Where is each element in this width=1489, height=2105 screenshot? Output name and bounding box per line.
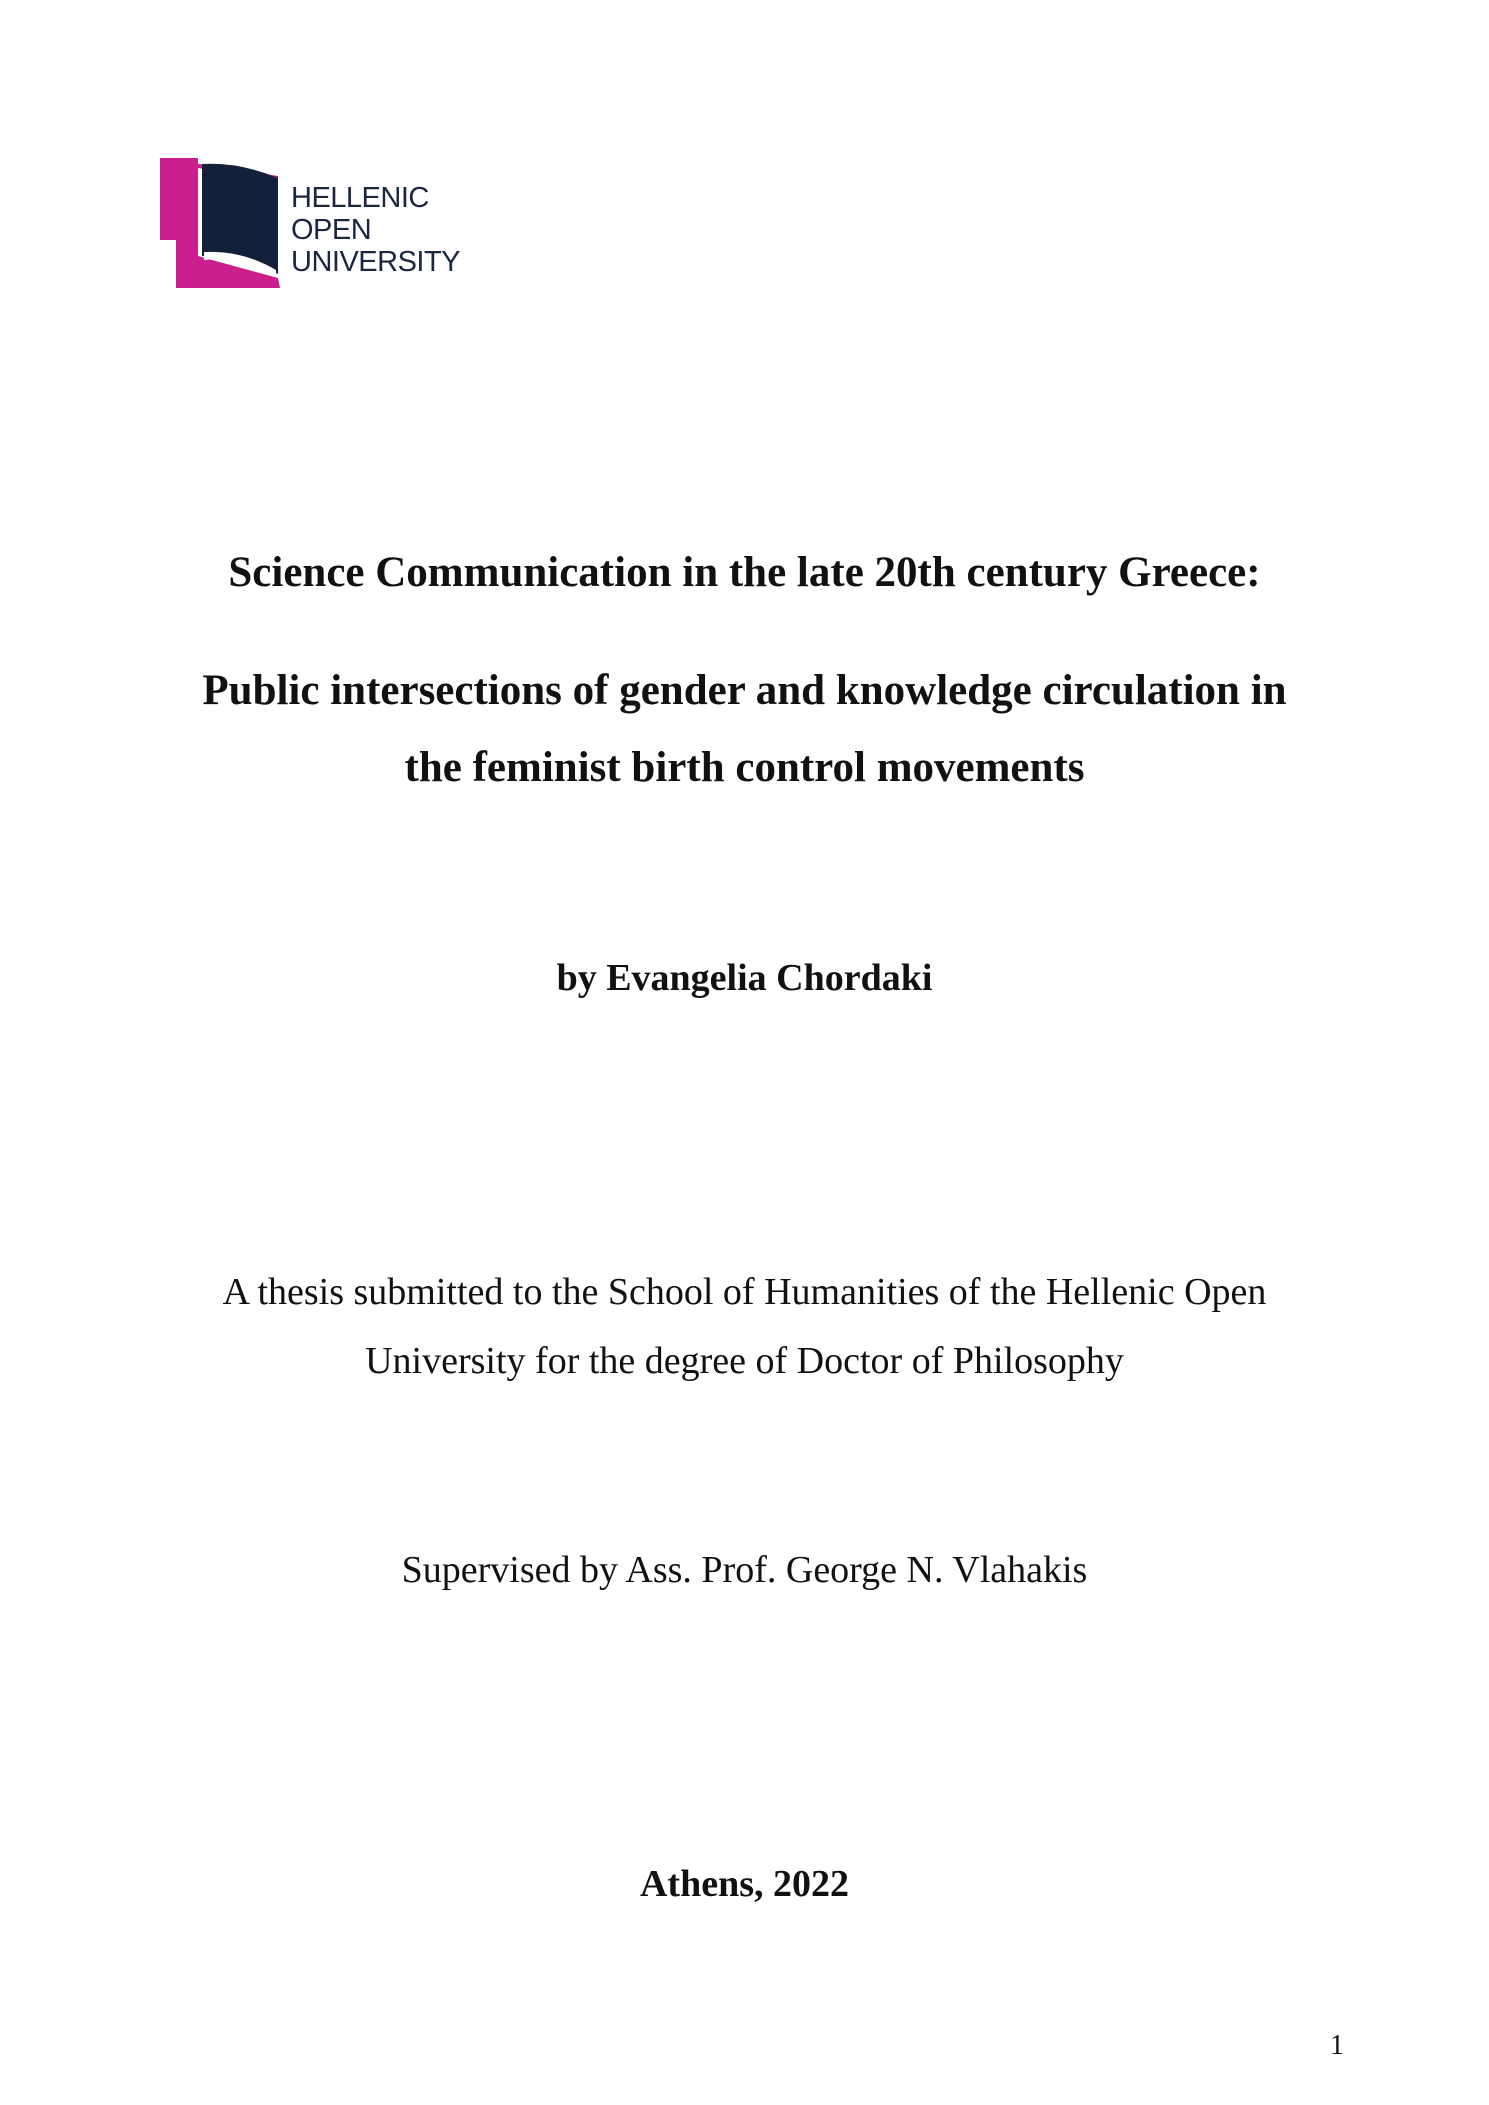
university-logo	[160, 156, 460, 288]
logo-text-university: UNIVERSITY	[291, 246, 461, 278]
thesis-title: Science Communication in the late 20th century Greece:	[228, 549, 1261, 596]
author-line: by Evangelia Chordaki	[556, 957, 933, 999]
thesis-subtitle-line-2: the feminist birth control movements	[404, 744, 1085, 791]
logo-text-hellenic: HELLENIC	[291, 182, 429, 214]
book-logo-icon	[160, 156, 290, 288]
thesis-subtitle-line-1: Public intersections of gender and knowledge circulation in	[202, 667, 1287, 714]
page-number: 1	[1330, 2030, 1344, 2061]
logo-text-open: OPEN	[291, 214, 372, 246]
supervisor-line: Supervised by Ass. Prof. George N. Vlahakis	[401, 1549, 1088, 1591]
place-date: Athens, 2022	[639, 1863, 850, 1905]
thesis-statement-line-2: University for the degree of Doctor of Philosophy	[365, 1340, 1124, 1382]
thesis-statement-line-1: A thesis submitted to the School of Humanities of the Hellenic Open	[222, 1271, 1267, 1313]
